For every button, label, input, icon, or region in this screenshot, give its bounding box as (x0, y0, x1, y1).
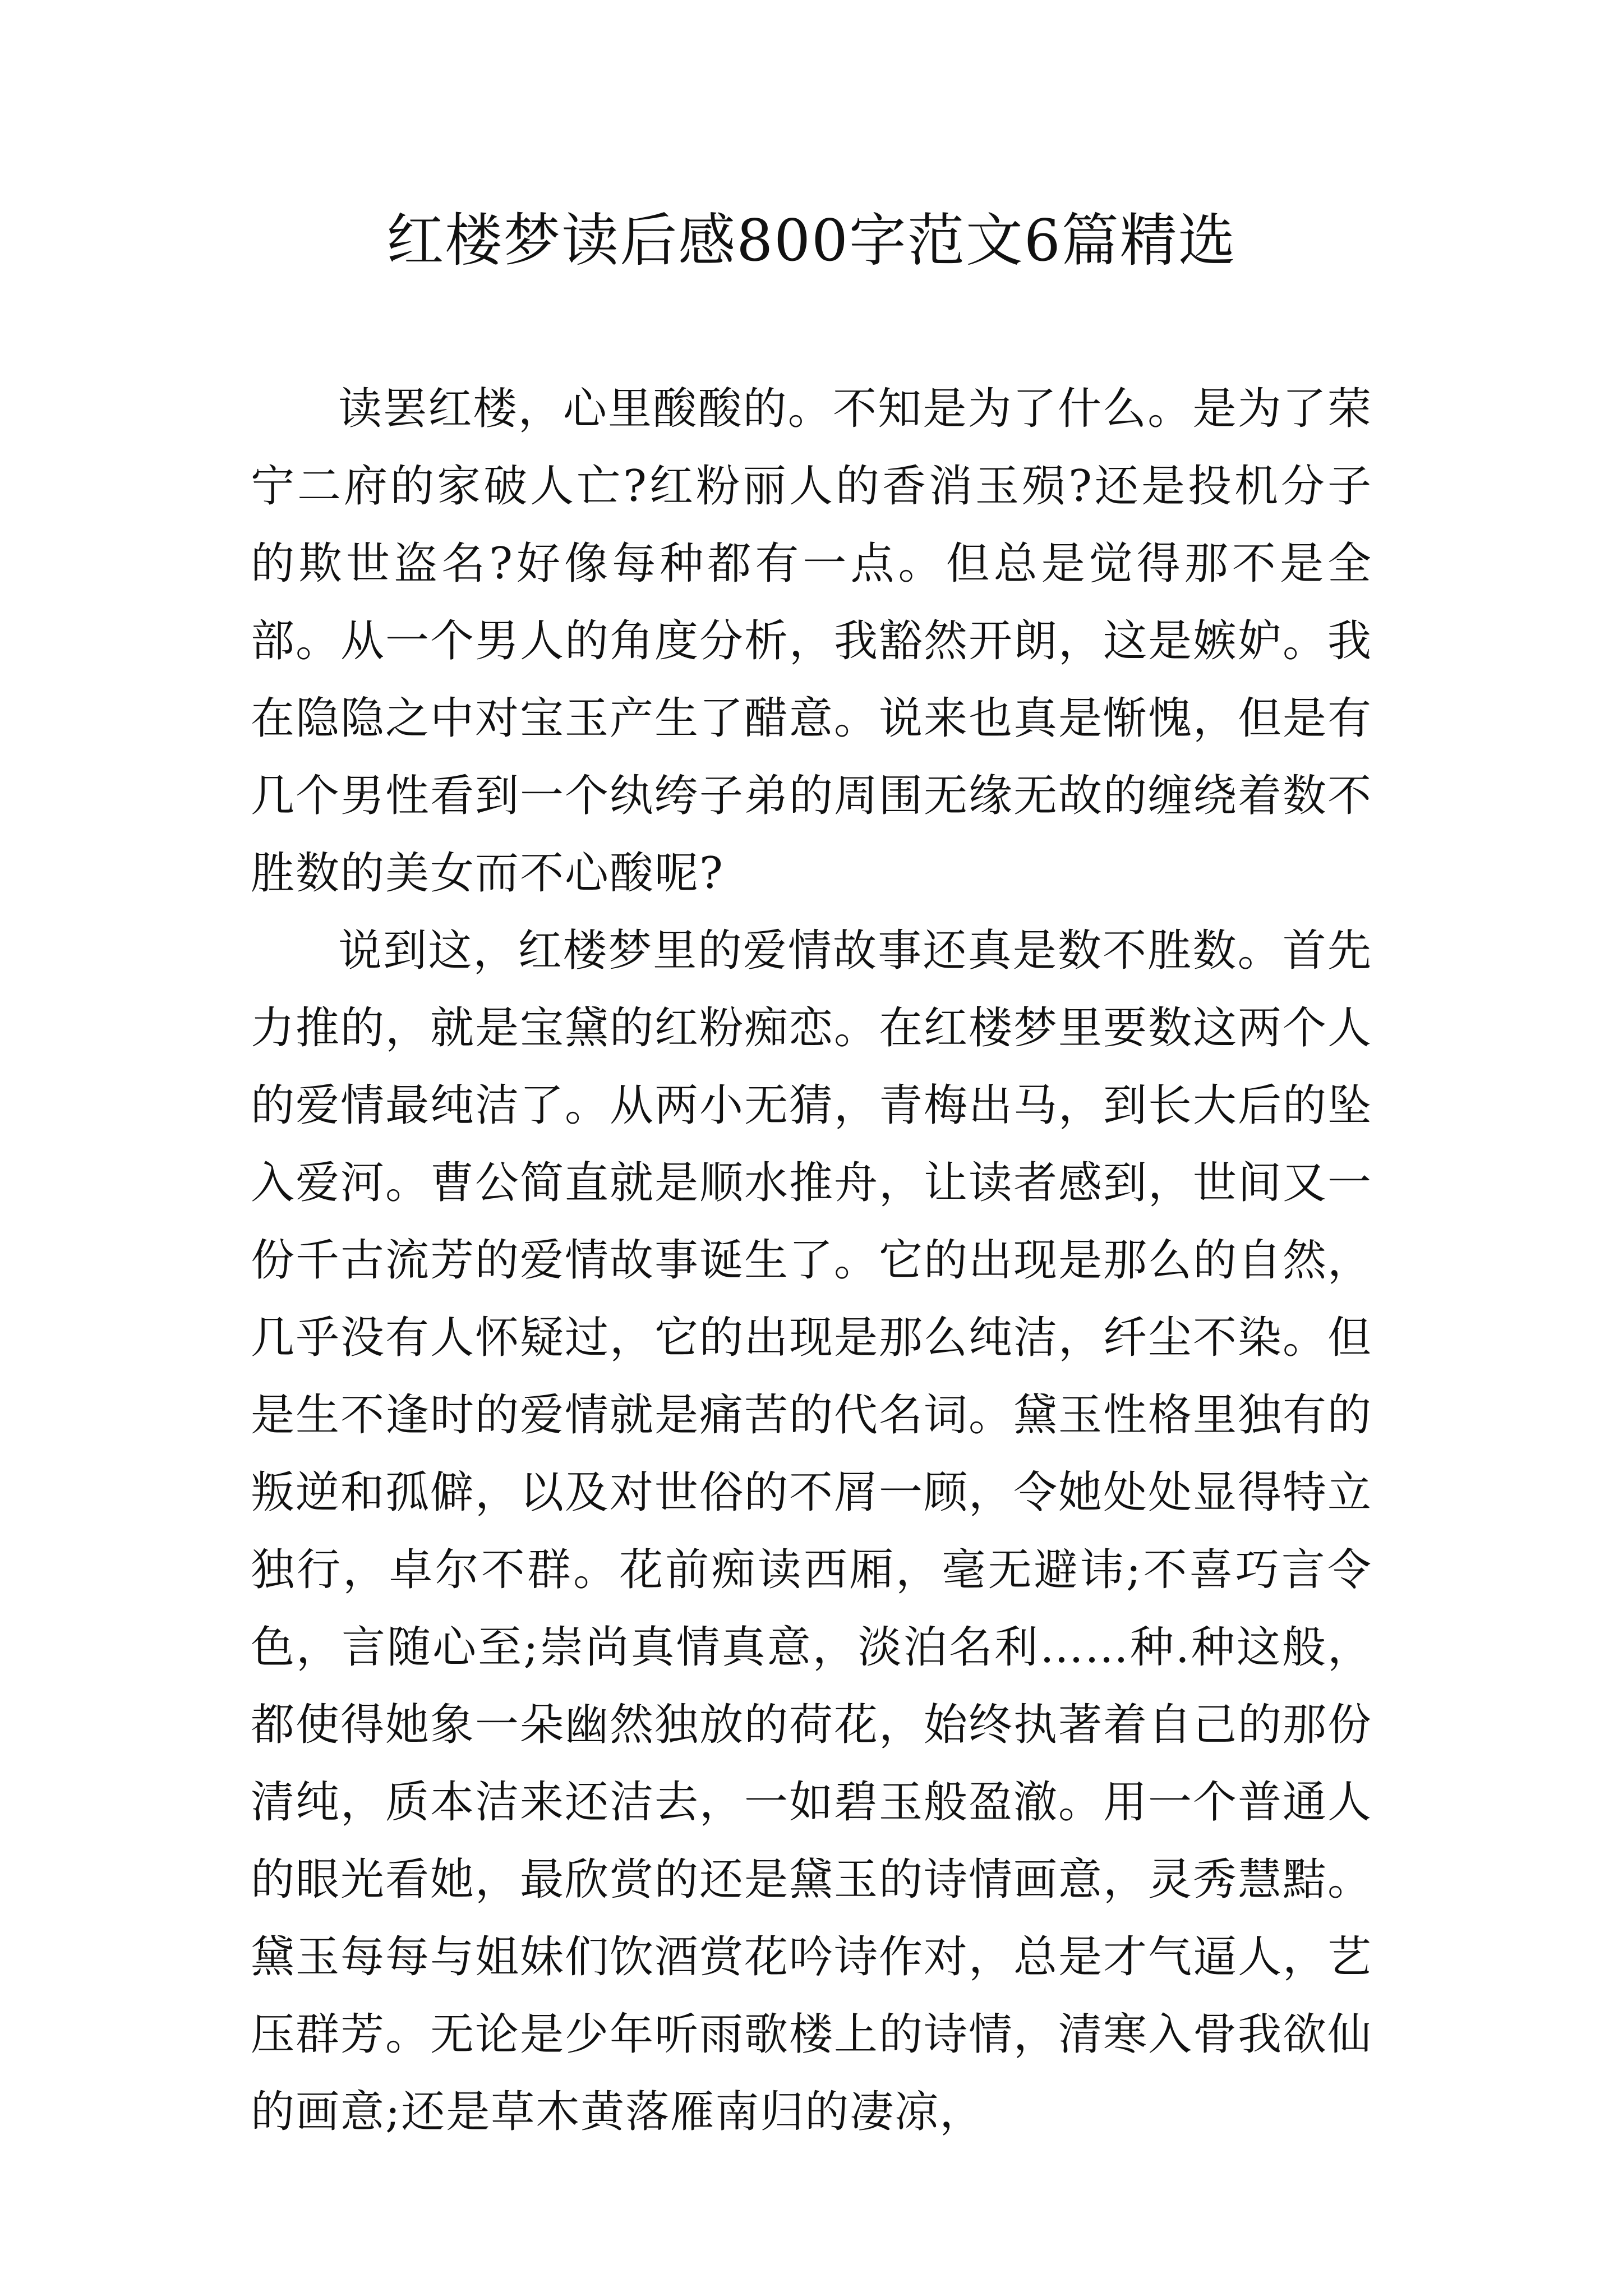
paragraph: 说到这，红楼梦里的爱情故事还真是数不胜数。首先力推的，就是宝黛的红粉痴恋。在红楼梦里要数这两个人的爱情最纯洁了。从两小无猜，青梅出马，到长大后的坠入爱河。曹公简直就是顺水推舟，让读者感到，世间又一份千古流芳的爱情故事诞生了。它的出现是那么的自然，几乎没有人怀疑过，它的出现是那么纯洁，纤尘不染。但是生不逢时的爱情就是痛苦的代名词。黛玉性格里独有的叛逆和孤僻，以及对世俗的不屑一顾，令她处处显得特立独行，卓尔不群。花前痴读西厢，毫无避讳;不喜巧言令色，言随心至;崇尚真情真意，淡泊名利……种.种这般，都使得她象一朵幽然独放的荷花，始终执著着自己的那份清纯，质本洁来还洁去，一如碧玉般盈澈。用一个普通人的眼光看她，最欣赏的还是黛玉的诗情画意，灵秀慧黠。黛玉每每与姐妹们饮酒赏花吟诗作对，总是才气逼人，艺压群芳。无论是少年听雨歌楼上的诗情，清寒入骨我欲仙的画意;还是草木黄落雁南归的凄凉， (251, 926, 1373, 2137)
document-title: 红楼梦读后感800字范文6篇精选 (386, 208, 1237, 274)
paragraph: 读罢红楼，心里酸酸的。不知是为了什么。是为了荣宁二府的家破人亡?红粉丽人的香消玉殒?还是投机分子的欺世盗名?好像每种都有一点。但总是觉得那不是全部。从一个男人的角度分析，我豁然开朗，这是嫉妒。我在隐隐之中对宝玉产生了醋意。说来也真是惭愧，但是有几个男性看到一个纨绔子弟的周围无缘无故的缠绕着数不胜数的美女而不心酸呢? (251, 384, 1373, 899)
document-body (251, 370, 1372, 2151)
